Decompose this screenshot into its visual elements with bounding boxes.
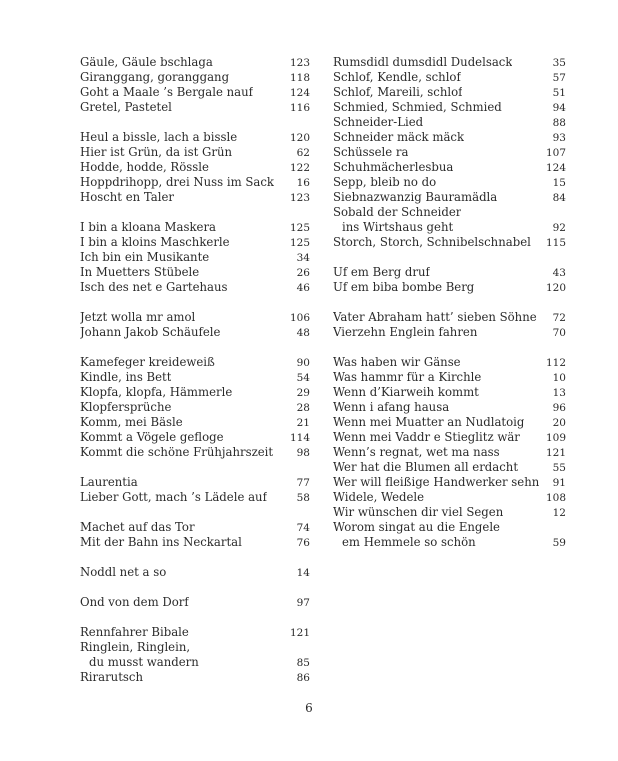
- entry-title: Worom singat au die Engele: [333, 520, 500, 534]
- index-entry: [80, 655, 310, 670]
- entry-title: Kamefeger kreideweiß: [80, 355, 215, 369]
- index-entry: [333, 280, 566, 295]
- index-entry: [80, 160, 310, 175]
- entry-title: Wenn mei Muatter an Nudlatoig: [333, 415, 525, 429]
- entry-title: Was haben wir Gänse: [333, 355, 461, 369]
- index-entry: [333, 490, 566, 505]
- index-entry: [80, 565, 310, 580]
- entry-title: Machet auf das Tor: [80, 520, 195, 534]
- entry-page-number: 20: [552, 417, 566, 429]
- entry-page-number: 98: [296, 447, 310, 459]
- entry-page-number: 86: [296, 672, 310, 684]
- entry-page-number: 16: [296, 177, 310, 189]
- entry-title: Giranggang, goranggang: [80, 70, 230, 84]
- entry-title: Schlof, Kendle, schlof: [333, 70, 461, 84]
- entry-page-number: 94: [552, 102, 566, 114]
- entry-page-number: 112: [545, 357, 566, 369]
- entry-page-number: 58: [296, 492, 310, 504]
- entry-title: Gretel, Pastetel: [80, 100, 172, 114]
- entry-page-number: 124: [545, 162, 566, 174]
- index-entry: [80, 670, 310, 685]
- group-spacer: [80, 340, 310, 355]
- index-entry: [80, 625, 310, 640]
- entry-title: Isch des net e Gartehaus: [80, 280, 228, 294]
- index-entry: [80, 325, 310, 340]
- index-entry: [80, 250, 310, 265]
- entry-title: Storch, Storch, Schnibelschnabel: [333, 235, 531, 249]
- entry-title: Hier ist Grün, da ist Grün: [80, 145, 232, 159]
- entry-title: Sobald der Schneider: [333, 205, 462, 219]
- index-entry: [80, 310, 310, 325]
- entry-title: Rirarutsch: [80, 670, 143, 684]
- index-entry: [333, 520, 566, 535]
- entry-page-number: 123: [289, 57, 310, 69]
- entry-title: Goht a Maale ’s Bergale nauf: [80, 85, 253, 99]
- index-entry: [80, 145, 310, 160]
- entry-page-number: 121: [289, 627, 310, 639]
- group-spacer: [80, 610, 310, 625]
- group-spacer: [333, 340, 566, 355]
- index-entry: [80, 190, 310, 205]
- entry-title: Schneider mäck mäck: [333, 130, 465, 144]
- entry-page-number: 15: [552, 177, 566, 189]
- index-entry: [333, 385, 566, 400]
- index-entry: [333, 130, 566, 145]
- entry-title: Mit der Bahn ins Neckartal: [80, 535, 242, 549]
- group-spacer: [80, 295, 310, 310]
- entry-title: Schüssele ra: [333, 145, 409, 159]
- entry-title: Wer will fleißige Handwerker sehn: [333, 475, 540, 489]
- index-entry: [333, 445, 566, 460]
- entry-title: Schlof, Mareili, schlof: [333, 85, 463, 99]
- entry-page-number: 124: [289, 87, 310, 99]
- entry-title: Hoppdrihopp, drei Nuss im Sack: [80, 175, 274, 189]
- index-entry: [333, 85, 566, 100]
- entry-page-number: 54: [296, 372, 310, 384]
- entry-page-number: 55: [552, 462, 566, 474]
- entry-page-number: 116: [289, 102, 310, 114]
- index-entry: [80, 55, 310, 70]
- index-entry: [333, 160, 566, 175]
- entry-title: Klopfa, klopfa, Hämmerle: [80, 385, 233, 399]
- entry-title: Wenn’s regnat, wet ma nass: [333, 445, 500, 459]
- entry-page-number: 29: [296, 387, 310, 399]
- index-entry: [333, 355, 566, 370]
- entry-title: Vierzehn Englein fahren: [333, 325, 478, 339]
- index-entry: [80, 100, 310, 115]
- entry-title: du musst wandern: [89, 655, 199, 669]
- index-entry: [80, 280, 310, 295]
- index-entry: [80, 370, 310, 385]
- entry-title: Ond von dem Dorf: [80, 595, 189, 609]
- entry-page-number: 57: [552, 72, 566, 84]
- entry-page-number: 125: [289, 222, 310, 234]
- index-entry: [80, 640, 310, 655]
- entry-title: Hoscht en Taler: [80, 190, 174, 204]
- entry-title: Laurentia: [80, 475, 138, 489]
- group-spacer: [80, 460, 310, 475]
- index-entry: [80, 235, 310, 250]
- entry-title: Wir wünschen dir viel Segen: [333, 505, 504, 519]
- entry-page-number: 122: [289, 162, 310, 174]
- entry-title: Klopfersprüche: [80, 400, 172, 414]
- index-entry: [80, 130, 310, 145]
- index-entry: [80, 445, 310, 460]
- index-entry: [333, 475, 566, 490]
- index-entry: [333, 115, 566, 130]
- index-entry: [80, 85, 310, 100]
- entry-page-number: 35: [552, 57, 566, 69]
- index-entry: [80, 400, 310, 415]
- entry-page-number: 72: [552, 312, 566, 324]
- entry-title: Kommt a Vögele gefloge: [80, 430, 224, 444]
- index-entry: [80, 355, 310, 370]
- index-entry: [333, 325, 566, 340]
- entry-page-number: 12: [552, 507, 566, 519]
- entry-page-number: 121: [545, 447, 566, 459]
- group-spacer: [80, 550, 310, 565]
- entry-page-number: 91: [552, 477, 566, 489]
- index-entry: [333, 190, 566, 205]
- index-entry: [333, 220, 566, 235]
- entry-title: em Hemmele so schön: [342, 535, 476, 549]
- index-entry: [333, 235, 566, 250]
- group-spacer: [333, 250, 566, 265]
- index-entry: [80, 490, 310, 505]
- entry-page-number: 74: [296, 522, 310, 534]
- index-entry: [80, 220, 310, 235]
- entry-title: Wenn i afang hausa: [333, 400, 450, 414]
- entry-title: I bin a kloana Maskera: [80, 220, 216, 234]
- index-entry: [333, 55, 566, 70]
- entry-title: Johann Jakob Schäufele: [80, 325, 221, 339]
- entry-page-number: 14: [296, 567, 310, 579]
- entry-page-number: 59: [552, 537, 566, 549]
- entry-title: Schmied, Schmied, Schmied: [333, 100, 502, 114]
- entry-title: Wenn mei Vaddr e Stieglitz wär: [333, 430, 520, 444]
- index-entry: [333, 400, 566, 415]
- entry-title: Kindle, ins Bett: [80, 370, 172, 384]
- entry-title: Ringlein, Ringlein,: [80, 640, 191, 654]
- entry-title: Komm, mei Bäsle: [80, 415, 183, 429]
- entry-page-number: 70: [552, 327, 566, 339]
- entry-page-number: 97: [296, 597, 310, 609]
- entry-title: Kommt die schöne Frühjahrszeit: [80, 445, 274, 459]
- entry-page-number: 34: [296, 252, 310, 264]
- entry-page-number: 90: [296, 357, 310, 369]
- entry-page-number: 46: [296, 282, 310, 294]
- entry-page-number: 28: [296, 402, 310, 414]
- index-entry: [333, 310, 566, 325]
- index-entry: [333, 70, 566, 85]
- entry-page-number: 48: [296, 327, 310, 339]
- index-entry: [333, 415, 566, 430]
- index-entry: [333, 205, 566, 220]
- entry-page-number: 125: [289, 237, 310, 249]
- index-entry: [333, 145, 566, 160]
- entry-title: Hodde, hodde, Rössle: [80, 160, 209, 174]
- index-entry: [333, 430, 566, 445]
- entry-title: Wenn d’Kiarweih kommt: [333, 385, 479, 399]
- entry-title: Vater Abraham hatt’ sieben Söhne: [333, 310, 537, 324]
- index-entry: [80, 475, 310, 490]
- entry-page-number: 76: [296, 537, 310, 549]
- entry-page-number: 107: [545, 147, 566, 159]
- index-column-right: [333, 55, 566, 550]
- page-number: 6: [305, 701, 313, 715]
- entry-title: Jetzt wolla mr amol: [80, 310, 196, 324]
- entry-title: Ich bin ein Musikante: [80, 250, 210, 264]
- entry-page-number: 93: [552, 132, 566, 144]
- entry-page-number: 43: [552, 267, 566, 279]
- index-entry: [80, 520, 310, 535]
- entry-title: ins Wirtshaus geht: [342, 220, 454, 234]
- entry-page-number: 77: [296, 477, 310, 489]
- entry-page-number: 106: [289, 312, 310, 324]
- entry-title: Schuhmächerlesbua: [333, 160, 454, 174]
- entry-page-number: 108: [545, 492, 566, 504]
- entry-page-number: 84: [552, 192, 566, 204]
- index-entry: [80, 70, 310, 85]
- entry-page-number: 118: [289, 72, 310, 84]
- index-entry: [80, 175, 310, 190]
- entry-page-number: 13: [552, 387, 566, 399]
- entry-title: Heul a bissle, lach a bissle: [80, 130, 238, 144]
- entry-title: Widele, Wedele: [333, 490, 425, 504]
- group-spacer: [80, 115, 310, 130]
- entry-title: Uf em Berg druf: [333, 265, 430, 279]
- index-entry: [333, 175, 566, 190]
- entry-page-number: 21: [296, 417, 310, 429]
- entry-title: In Muetters Stübele: [80, 265, 200, 279]
- entry-page-number: 96: [552, 402, 566, 414]
- group-spacer: [80, 580, 310, 595]
- group-spacer: [333, 295, 566, 310]
- index-entry: [333, 460, 566, 475]
- entry-page-number: 62: [296, 147, 310, 159]
- index-entry: [333, 505, 566, 520]
- index-entry: [80, 595, 310, 610]
- entry-title: Rumsdidl dumsdidl Dudelsack: [333, 55, 513, 69]
- index-entry: [80, 430, 310, 445]
- entry-page-number: 109: [545, 432, 566, 444]
- index-entry: [333, 100, 566, 115]
- entry-title: Uf em biba bombe Berg: [333, 280, 475, 294]
- index-entry: [80, 535, 310, 550]
- entry-title: Schneider-Lied: [333, 115, 424, 129]
- entry-title: Siebnazwanzig Bauramädla: [333, 190, 498, 204]
- index-column-left: [80, 55, 310, 685]
- entry-page-number: 85: [296, 657, 310, 669]
- entry-page-number: 88: [552, 117, 566, 129]
- entry-page-number: 120: [289, 132, 310, 144]
- entry-title: I bin a kloins Maschkerle: [80, 235, 230, 249]
- entry-title: Was hammr für a Kirchle: [333, 370, 482, 384]
- index-entry: [333, 370, 566, 385]
- entry-title: Lieber Gott, mach ’s Lädele auf: [80, 490, 267, 504]
- entry-title: Gäule, Gäule bschlaga: [80, 55, 213, 69]
- group-spacer: [80, 205, 310, 220]
- entry-title: Wer hat die Blumen all erdacht: [333, 460, 519, 474]
- entry-page-number: 92: [552, 222, 566, 234]
- index-entry: [333, 535, 566, 550]
- entry-page-number: 26: [296, 267, 310, 279]
- index-entry: [80, 265, 310, 280]
- entry-page-number: 10: [552, 372, 566, 384]
- entry-page-number: 123: [289, 192, 310, 204]
- group-spacer: [80, 505, 310, 520]
- index-entry: [80, 415, 310, 430]
- entry-page-number: 115: [545, 237, 566, 249]
- entry-title: Noddl net a so: [80, 565, 167, 579]
- entry-title: Rennfahrer Bibale: [80, 625, 189, 639]
- entry-page-number: 120: [545, 282, 566, 294]
- entry-page-number: 114: [289, 432, 310, 444]
- index-entry: [80, 385, 310, 400]
- entry-title: Sepp, bleib no do: [333, 175, 437, 189]
- index-entry: [333, 265, 566, 280]
- entry-page-number: 51: [552, 87, 566, 99]
